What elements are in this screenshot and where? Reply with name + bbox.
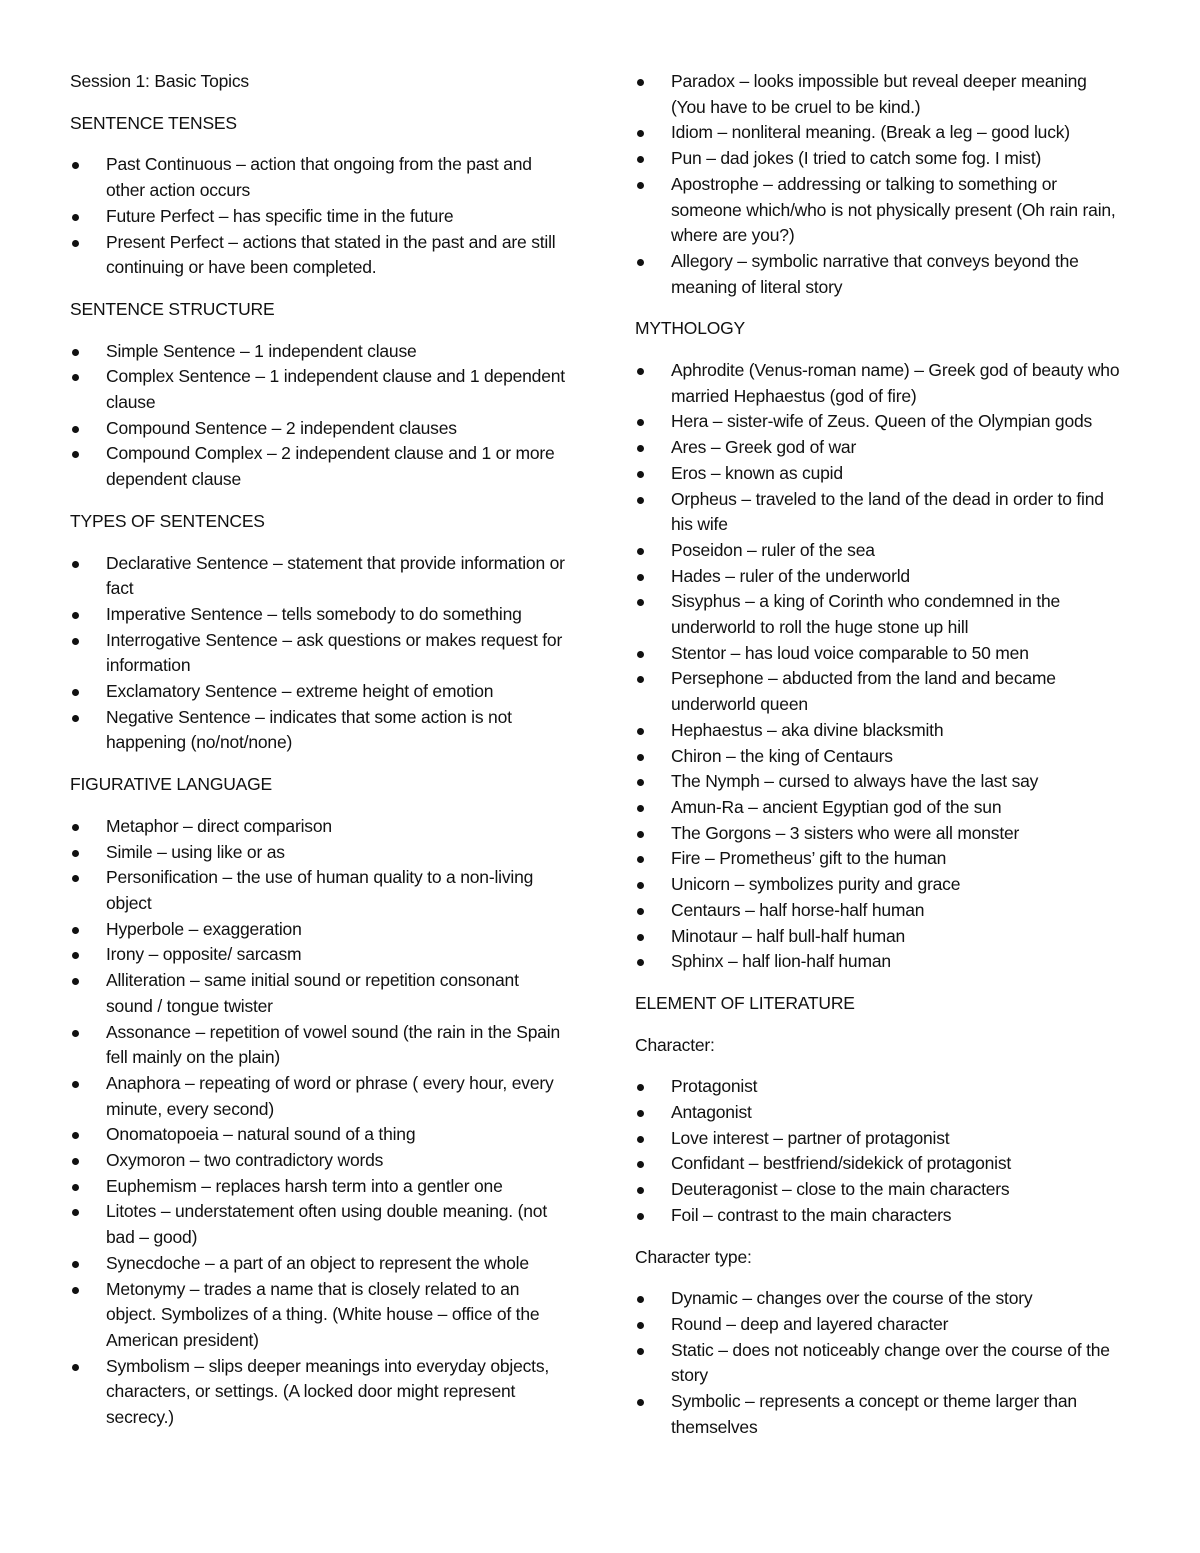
list-item: Oxymoron – two contradictory words: [70, 1148, 570, 1174]
bullet-icon: [72, 1030, 79, 1037]
bullet-icon: [72, 1081, 79, 1088]
list-item: Past Continuous – action that ongoing from the past and other action occurs: [70, 152, 570, 203]
list-item: Exclamatory Sentence – extreme height of emotion: [70, 679, 570, 705]
list-item: Amun-Ra – ancient Egyptian god of the sun: [635, 795, 1120, 821]
bullet-icon: [637, 908, 644, 915]
section-heading-figurative-language: FIGURATIVE LANGUAGE: [70, 774, 273, 795]
list-item: Stentor – has loud voice comparable to 50 men: [635, 641, 1120, 667]
bullet-icon: [72, 850, 79, 857]
mythology-list: [635, 358, 1120, 975]
bullet-icon: [637, 1399, 644, 1406]
list-item: Anaphora – repeating of word or phrase ( every hour, every minute, every second): [70, 1071, 570, 1122]
section-heading-element-of-literature: ELEMENT OF LITERATURE: [635, 992, 855, 1013]
list-item: Simile – using like or as: [70, 840, 570, 866]
bullet-icon: [637, 805, 644, 812]
bullet-icon: [637, 79, 644, 86]
list-item: The Nymph – cursed to always have the last say: [635, 769, 1120, 795]
figurative-language-continued-list: [635, 69, 1120, 300]
bullet-icon: [72, 612, 79, 619]
bullet-icon: [637, 471, 644, 478]
list-item: Ares – Greek god of war: [635, 435, 1120, 461]
list-item: Simple Sentence – 1 independent clause: [70, 339, 570, 365]
bullet-icon: [637, 1348, 644, 1355]
bullet-icon: [637, 156, 644, 163]
list-item: The Gorgons – 3 sisters who were all monster: [635, 821, 1120, 847]
bullet-icon: [72, 875, 79, 882]
list-item: Irony – opposite/ sarcasm: [70, 942, 570, 968]
list-item: Confidant – bestfriend/sidekick of protagonist: [635, 1151, 1120, 1177]
list-item: Synecdoche – a part of an object to represent the whole: [70, 1251, 570, 1277]
bullet-icon: [637, 779, 644, 786]
bullet-icon: [637, 1322, 644, 1329]
list-item: Compound Sentence – 2 independent clauses: [70, 416, 570, 442]
list-item: Minotaur – half bull-half human: [635, 924, 1120, 950]
bullet-icon: [637, 1136, 644, 1143]
list-item: Sisyphus – a king of Corinth who condemned in the underworld to roll the huge stone up hill: [635, 589, 1120, 640]
list-item: Foil – contrast to the main characters: [635, 1203, 1120, 1229]
list-item: Declarative Sentence – statement that provide information or fact: [70, 551, 570, 602]
list-item: Love interest – partner of protagonist: [635, 1126, 1120, 1152]
list-item: Pun – dad jokes (I tried to catch some fog. I mist): [635, 146, 1120, 172]
bullet-icon: [637, 934, 644, 941]
section-heading-types-of-sentences: TYPES OF SENTENCES: [70, 510, 265, 531]
bullet-icon: [637, 419, 644, 426]
list-item: Alliteration – same initial sound or repetition consonant sound / tongue twister: [70, 968, 570, 1019]
list-item: Present Perfect – actions that stated in the past and are still continuing or have been completed.: [70, 230, 570, 281]
bullet-icon: [637, 754, 644, 761]
list-item: Poseidon – ruler of the sea: [635, 538, 1120, 564]
section-heading-mythology: MYTHOLOGY: [635, 318, 746, 339]
bullet-icon: [637, 548, 644, 555]
list-item: Imperative Sentence – tells somebody to do something: [70, 602, 570, 628]
bullet-icon: [637, 1161, 644, 1168]
bullet-icon: [72, 374, 79, 381]
list-item: Unicorn – symbolizes purity and grace: [635, 872, 1120, 898]
bullet-icon: [72, 561, 79, 568]
bullet-icon: [72, 1287, 79, 1294]
bullet-icon: [637, 959, 644, 966]
types-of-sentences-list: [70, 551, 570, 757]
bullet-icon: [637, 1110, 644, 1117]
bullet-icon: [72, 240, 79, 247]
session-title: Session 1: Basic Topics: [70, 71, 249, 91]
list-item: Idiom – nonliteral meaning. (Break a leg – good luck): [635, 120, 1120, 146]
bullet-icon: [72, 162, 79, 169]
list-item: Fire – Prometheus’ gift to the human: [635, 846, 1120, 872]
bullet-icon: [72, 638, 79, 645]
list-item: Negative Sentence – indicates that some action is not happening (no/not/none): [70, 705, 570, 756]
bullet-icon: [72, 1364, 79, 1371]
list-item: Apostrophe – addressing or talking to something or someone which/who is not physically present (Oh rain rain, where are you?): [635, 172, 1120, 249]
list-item: Persephone – abducted from the land and became underworld queen: [635, 666, 1120, 717]
list-item: Assonance – repetition of vowel sound (the rain in the Spain fell mainly on the plain): [70, 1020, 570, 1071]
list-item: Hera – sister-wife of Zeus. Queen of the Olympian gods: [635, 409, 1120, 435]
list-item: Orpheus – traveled to the land of the dead in order to find his wife: [635, 487, 1120, 538]
left-column: [70, 69, 570, 1447]
list-item: Hephaestus – aka divine blacksmith: [635, 718, 1120, 744]
list-item: Round – deep and layered character: [635, 1312, 1120, 1338]
bullet-icon: [637, 130, 644, 137]
list-item: Paradox – looks impossible but reveal deeper meaning (You have to be cruel to be kind.): [635, 69, 1120, 120]
sentence-structure-list: [70, 339, 570, 493]
list-item: Hyperbole – exaggeration: [70, 917, 570, 943]
list-item: Chiron – the king of Centaurs: [635, 744, 1120, 770]
bullet-icon: [72, 715, 79, 722]
list-item: Deuteragonist – close to the main characters: [635, 1177, 1120, 1203]
list-item: Dynamic – changes over the course of the story: [635, 1286, 1120, 1312]
bullet-icon: [72, 451, 79, 458]
list-item: Compound Complex – 2 independent clause and 1 or more dependent clause: [70, 441, 570, 492]
list-item: Aphrodite (Venus-roman name) – Greek god of beauty who married Hephaestus (god of fire): [635, 358, 1120, 409]
bullet-icon: [637, 1296, 644, 1303]
list-item: Centaurs – half horse-half human: [635, 898, 1120, 924]
bullet-icon: [637, 574, 644, 581]
bullet-icon: [637, 831, 644, 838]
list-item: Euphemism – replaces harsh term into a gentler one: [70, 1174, 570, 1200]
subheading-character: Character:: [635, 1034, 715, 1055]
character-type-list: [635, 1286, 1120, 1440]
list-item: Complex Sentence – 1 independent clause and 1 dependent clause: [70, 364, 570, 415]
list-item: Symbolism – slips deeper meanings into everyday objects, characters, or settings. (A locked door might represent secrecy.): [70, 1354, 570, 1431]
list-item: Antagonist: [635, 1100, 1120, 1126]
section-heading-sentence-tenses: SENTENCE TENSES: [70, 112, 237, 133]
list-item: Interrogative Sentence – ask questions or makes request for information: [70, 628, 570, 679]
list-item: Hades – ruler of the underworld: [635, 564, 1120, 590]
sentence-tenses-list: [70, 152, 570, 281]
character-list: [635, 1074, 1120, 1228]
section-heading-sentence-structure: SENTENCE STRUCTURE: [70, 298, 275, 319]
bullet-icon: [72, 689, 79, 696]
list-item: Litotes – understatement often using double meaning. (not bad – good): [70, 1199, 570, 1250]
bullet-icon: [72, 978, 79, 985]
list-item: Metonymy – trades a name that is closely related to an object. Symbolizes of a thing. (White house – office of the American president): [70, 1277, 570, 1354]
list-item: Future Perfect – has specific time in the future: [70, 204, 570, 230]
list-item: Protagonist: [635, 1074, 1120, 1100]
list-item: Static – does not noticeably change over the course of the story: [635, 1338, 1120, 1389]
right-column: [635, 69, 1120, 1456]
bullet-icon: [72, 824, 79, 831]
bullet-icon: [72, 426, 79, 433]
bullet-icon: [72, 1184, 79, 1191]
bullet-icon: [637, 1187, 644, 1194]
bullet-icon: [637, 856, 644, 863]
list-item: Symbolic – represents a concept or theme larger than themselves: [635, 1389, 1120, 1440]
bullet-icon: [72, 952, 79, 959]
bullet-icon: [637, 259, 644, 266]
list-item: Sphinx – half lion-half human: [635, 949, 1120, 975]
list-item: Personification – the use of human quality to a non-living object: [70, 865, 570, 916]
list-item: Metaphor – direct comparison: [70, 814, 570, 840]
bullet-icon: [637, 1213, 644, 1220]
bullet-icon: [72, 1261, 79, 1268]
bullet-icon: [72, 214, 79, 221]
bullet-icon: [72, 349, 79, 356]
bullet-icon: [637, 728, 644, 735]
bullet-icon: [637, 497, 644, 504]
bullet-icon: [637, 1084, 644, 1091]
bullet-icon: [72, 927, 79, 934]
bullet-icon: [637, 368, 644, 375]
bullet-icon: [637, 882, 644, 889]
bullet-icon: [637, 676, 644, 683]
subheading-character-type: Character type:: [635, 1246, 752, 1267]
bullet-icon: [72, 1158, 79, 1165]
list-item: Eros – known as cupid: [635, 461, 1120, 487]
list-item: Allegory – symbolic narrative that conveys beyond the meaning of literal story: [635, 249, 1120, 300]
figurative-language-list: [70, 814, 570, 1431]
list-item: Onomatopoeia – natural sound of a thing: [70, 1122, 570, 1148]
bullet-icon: [637, 651, 644, 658]
bullet-icon: [72, 1132, 79, 1139]
bullet-icon: [637, 599, 644, 606]
bullet-icon: [72, 1209, 79, 1216]
bullet-icon: [637, 182, 644, 189]
bullet-icon: [637, 445, 644, 452]
